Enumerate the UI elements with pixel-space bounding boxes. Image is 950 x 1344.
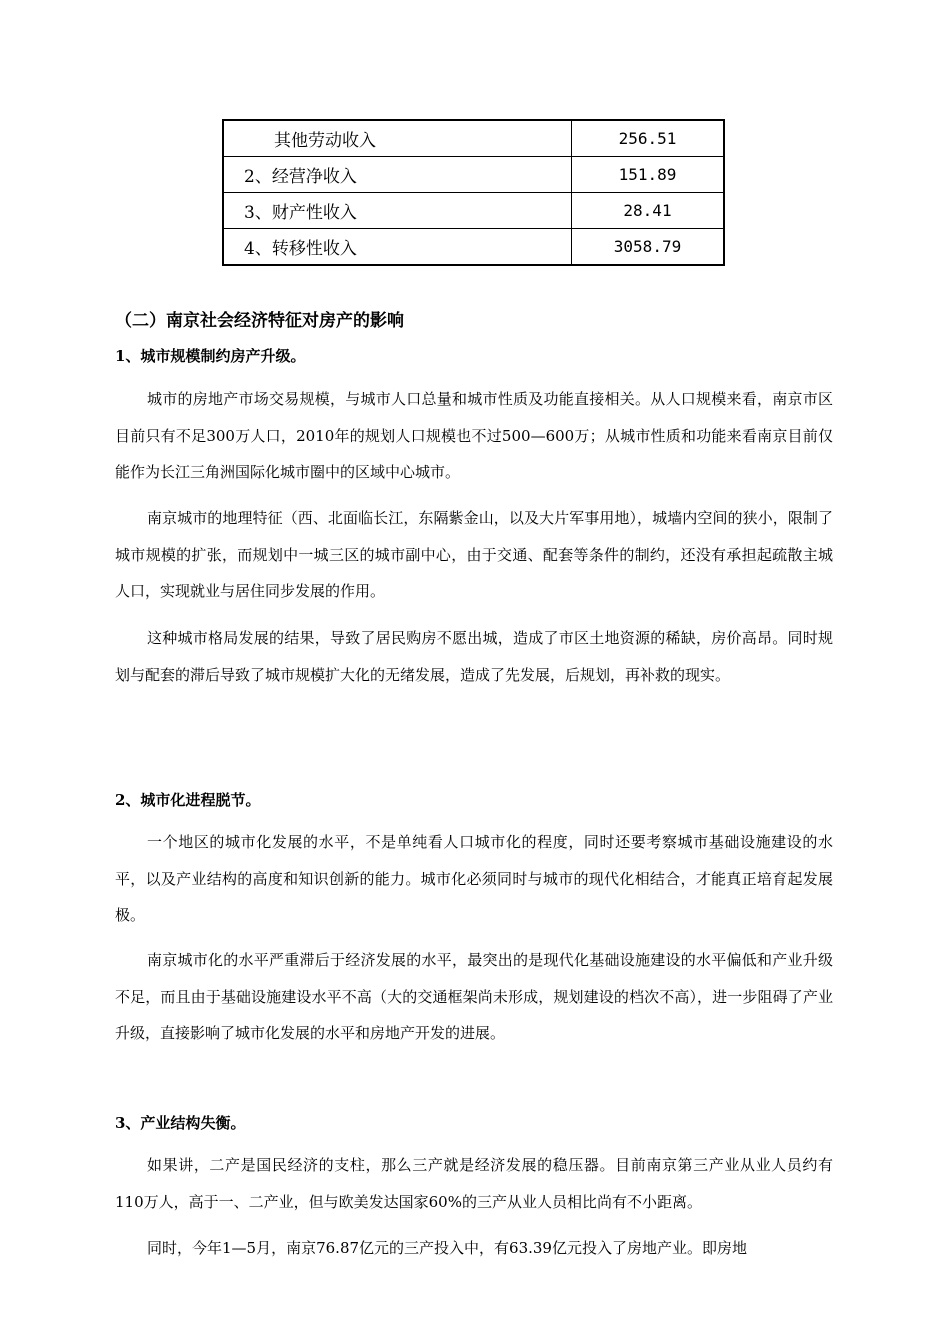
section-3-paragraph-2: 同时，今年1—5月，南京76.87亿元的三产投入中，有63.39亿元投入了房地产业。即房地 bbox=[147, 1239, 747, 1257]
table-cell-label: 2、经营净收入 bbox=[223, 157, 572, 193]
section-2-heading: 2、城市化进程脱节。 bbox=[115, 791, 261, 809]
table-cell-value: 3058.79 bbox=[572, 229, 725, 266]
table-cell-label: 4、转移性收入 bbox=[223, 229, 572, 266]
table-row bbox=[223, 120, 724, 157]
section-1-heading: 1、城市规模制约房产升级。 bbox=[115, 347, 306, 365]
section-1-paragraph-1: 城市的房地产市场交易规模，与城市人口总量和城市性质及功能直接相关。从人口规模来看，南京市区目前只有不足300万人口，2010年的规划人口规模也不过500—600万；从城市性质和功能来看南京目前仅能作为长江三角洲国际化城市圈中的区域中心城市。 bbox=[115, 390, 833, 481]
table-cell-value: 151.89 bbox=[572, 157, 725, 193]
table-row bbox=[223, 229, 724, 266]
income-table bbox=[222, 119, 725, 266]
section-title: （二）南京社会经济特征对房产的影响 bbox=[115, 311, 404, 331]
table-cell-label: 3、财产性收入 bbox=[223, 193, 572, 229]
table-cell-value: 28.41 bbox=[572, 193, 725, 229]
table-cell-label: 其他劳动收入 bbox=[223, 120, 572, 157]
section-2-paragraph-1: 一个地区的城市化发展的水平，不是单纯看人口城市化的程度，同时还要考察城市基础设施建设的水平，以及产业结构的高度和知识创新的能力。城市化必须同时与城市的现代化相结合，才能真正培育起发展极。 bbox=[115, 833, 833, 924]
table-row bbox=[223, 157, 724, 193]
section-3-heading: 3、产业结构失衡。 bbox=[115, 1114, 246, 1132]
table-cell-value: 256.51 bbox=[572, 120, 725, 157]
section-1-paragraph-2: 南京城市的地理特征（西、北面临长江，东隔紫金山，以及大片军事用地），城墙内空间的狭小，限制了城市规模的扩张，而规划中一城三区的城市副中心，由于交通、配套等条件的制约，还没有承担起疏散主城人口，实现就业与居住同步发展的作用。 bbox=[115, 509, 833, 600]
section-1-paragraph-3: 这种城市格局发展的结果，导致了居民购房不愿出城，造成了市区土地资源的稀缺，房价高昂。同时规划与配套的滞后导致了城市规模扩大化的无绪发展，造成了先发展，后规划，再补救的现实。 bbox=[115, 629, 833, 684]
section-2-paragraph-2: 南京城市化的水平严重滞后于经济发展的水平，最突出的是现代化基础设施建设的水平偏低和产业升级不足，而且由于基础设施建设水平不高（大的交通框架尚未形成，规划建设的档次不高），进一步阻碍了产业升级，直接影响了城市化发展的水平和房地产开发的进展。 bbox=[115, 951, 833, 1042]
table-row bbox=[223, 193, 724, 229]
section-3-paragraph-1: 如果讲，二产是国民经济的支柱，那么三产就是经济发展的稳压器。目前南京第三产业从业人员约有110万人，高于一、二产业，但与欧美发达国家60%的三产从业人员相比尚有不小距离。 bbox=[115, 1156, 833, 1211]
